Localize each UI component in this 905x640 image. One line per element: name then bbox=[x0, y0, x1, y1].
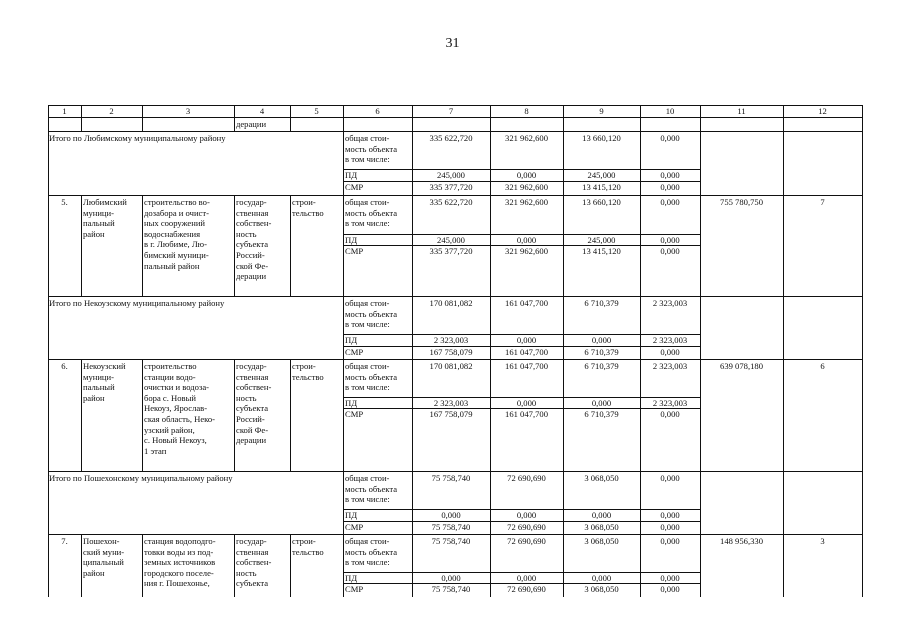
carry-column-rule bbox=[700, 117, 701, 131]
summary-smr-value: 0,000 bbox=[660, 347, 680, 357]
item-number: 7. bbox=[61, 536, 68, 546]
header-cell: 3 bbox=[185, 106, 191, 116]
header-cell: 12 bbox=[818, 106, 827, 116]
item-object: станция водоподго- товки воды из под- земных источников городского поселе- ния г. Пошехонье, bbox=[144, 536, 216, 589]
item-object: строительство станции водо- очистки и водоза- бора с. Новый Некоуз, Ярослав- ская область, Неко- узский район, с. Новый Некоуз, 1 этап bbox=[144, 361, 216, 456]
column-rule bbox=[490, 359, 491, 471]
summary-smr-value: 335 377,720 bbox=[429, 182, 473, 192]
column-rule bbox=[290, 359, 291, 471]
column-rule bbox=[412, 359, 413, 471]
column-rule bbox=[640, 534, 641, 597]
summary-pd-value: 0,000 bbox=[516, 170, 537, 180]
summary-total-value: 0,000 bbox=[660, 473, 680, 483]
item-total-value: 161 047,700 bbox=[505, 361, 548, 371]
summary-total-value: 13 660,120 bbox=[582, 133, 621, 143]
column-rule bbox=[862, 534, 863, 597]
column-rule bbox=[490, 131, 491, 195]
smr-label: СМР bbox=[345, 522, 364, 532]
summary-pd-value: 0,000 bbox=[516, 335, 537, 345]
header-cell: 1 bbox=[62, 106, 67, 116]
summary-total-value: 321 962,600 bbox=[505, 133, 548, 143]
item-total-value: 2 323,003 bbox=[652, 361, 688, 371]
column-rule bbox=[142, 359, 143, 471]
total-cost-label: общая стои- мость объекта в том числе: bbox=[345, 361, 398, 393]
summary-pd-value: 245,000 bbox=[587, 170, 616, 180]
summary-total-value: 335 622,720 bbox=[429, 133, 473, 143]
summary-smr-value: 72 690,690 bbox=[507, 522, 546, 532]
item-work-type: строи- тельство bbox=[292, 536, 324, 557]
item-total-value: 3 068,050 bbox=[584, 536, 619, 546]
item-pd-value: 0,000 bbox=[591, 398, 612, 408]
header-cell: 10 bbox=[665, 106, 675, 116]
header-bottom-rule bbox=[48, 117, 863, 118]
header-cell: 11 bbox=[737, 106, 746, 116]
block-rule bbox=[48, 359, 863, 360]
column-rule bbox=[412, 296, 413, 359]
smr-label: СМР bbox=[345, 182, 364, 192]
carry-column-rule bbox=[862, 117, 863, 131]
summary-smr-value: 0,000 bbox=[660, 182, 680, 192]
summary-total-value: 2 323,003 bbox=[652, 298, 688, 308]
summary-smr-value: 161 047,700 bbox=[505, 347, 548, 357]
summary-smr-value: 167 758,079 bbox=[429, 347, 473, 357]
block-rule bbox=[48, 534, 863, 535]
header-column-rule bbox=[862, 105, 863, 117]
item-district: Любимский муници- пальный район bbox=[83, 197, 127, 239]
district-total-label: Итого по Любимскому муниципальному району bbox=[49, 133, 226, 143]
column-rule bbox=[783, 359, 784, 471]
item-total-value: 13 660,120 bbox=[582, 197, 621, 207]
column-rule bbox=[343, 534, 344, 597]
column-rule bbox=[563, 359, 564, 471]
column-rule bbox=[563, 131, 564, 195]
header-cell: 5 bbox=[314, 106, 319, 116]
item-column-11-value: 755 780,750 bbox=[720, 197, 763, 207]
pd-label: ПД bbox=[345, 573, 358, 583]
item-column-12-value: 7 bbox=[820, 197, 825, 207]
column-rule bbox=[343, 471, 344, 534]
column-rule bbox=[783, 296, 784, 359]
column-rule bbox=[343, 131, 344, 195]
carry-column-rule bbox=[81, 117, 82, 131]
column-rule bbox=[700, 195, 701, 296]
summary-pd-value: 0,000 bbox=[441, 510, 461, 520]
summary-smr-value: 6 710,379 bbox=[584, 347, 619, 357]
item-ownership: государ- ственная собствен- ность субъекта bbox=[236, 536, 272, 589]
district-total-label: Итого по Некоузскому муниципальному району bbox=[49, 298, 225, 308]
summary-total-value: 170 081,082 bbox=[429, 298, 473, 308]
summary-pd-value: 0,000 bbox=[660, 510, 680, 520]
summary-total-value: 161 047,700 bbox=[505, 298, 548, 308]
column-rule bbox=[862, 471, 863, 534]
item-pd-value: 2 323,003 bbox=[652, 398, 688, 408]
column-rule bbox=[81, 534, 82, 597]
column-rule bbox=[81, 195, 82, 296]
column-rule bbox=[412, 471, 413, 534]
item-pd-value: 0,000 bbox=[516, 398, 537, 408]
item-pd-value: 0,000 bbox=[660, 573, 680, 583]
page-number: 31 bbox=[445, 36, 460, 51]
column-rule bbox=[234, 359, 235, 471]
item-smr-value: 75 758,740 bbox=[431, 584, 471, 594]
item-column-11-value: 148 956,330 bbox=[720, 536, 763, 546]
item-smr-value: 72 690,690 bbox=[507, 584, 546, 594]
column-rule bbox=[490, 471, 491, 534]
item-total-value: 335 622,720 bbox=[429, 197, 473, 207]
summary-smr-value: 3 068,050 bbox=[584, 522, 619, 532]
pd-label: ПД bbox=[345, 510, 358, 520]
item-number: 5. bbox=[61, 197, 68, 207]
summary-total-value: 75 758,740 bbox=[431, 473, 471, 483]
column-rule bbox=[48, 359, 49, 471]
item-smr-value: 13 415,120 bbox=[582, 246, 621, 256]
item-ownership: государ- ственная собствен- ность субъекта Россий- ской Фе- дерации bbox=[236, 361, 272, 446]
item-number: 6. bbox=[61, 361, 68, 371]
header-cell: 7 bbox=[448, 106, 454, 116]
column-rule bbox=[412, 534, 413, 597]
carry-column-rule bbox=[343, 117, 344, 131]
total-cost-label: общая стои- мость объекта в том числе: bbox=[345, 536, 398, 568]
carry-column-rule bbox=[234, 117, 235, 131]
total-cost-label: общая стои- мость объекта в том числе: bbox=[345, 133, 398, 165]
column-rule bbox=[783, 131, 784, 195]
column-rule bbox=[412, 195, 413, 296]
header-cell: 2 bbox=[109, 106, 114, 116]
summary-smr-value: 321 962,600 bbox=[505, 182, 548, 192]
column-rule bbox=[343, 296, 344, 359]
item-pd-value: 245,000 bbox=[587, 235, 616, 245]
carry-over-text: дерации bbox=[236, 119, 267, 129]
column-rule bbox=[862, 131, 863, 195]
header-cell: 6 bbox=[375, 106, 380, 116]
column-rule bbox=[640, 359, 641, 471]
summary-smr-value: 13 415,120 bbox=[582, 182, 621, 192]
item-column-11-value: 639 078,180 bbox=[720, 361, 763, 371]
item-district: Пошехон- ский муни- ципальный район bbox=[83, 536, 125, 578]
smr-label: СМР bbox=[345, 409, 364, 419]
column-rule bbox=[700, 471, 701, 534]
header-cell: 8 bbox=[524, 106, 529, 116]
item-total-value: 321 962,600 bbox=[505, 197, 548, 207]
item-smr-value: 6 710,379 bbox=[584, 409, 619, 419]
column-rule bbox=[412, 131, 413, 195]
pd-label: ПД bbox=[345, 235, 358, 245]
carry-column-rule bbox=[563, 117, 564, 131]
carry-row-rule bbox=[48, 131, 863, 132]
column-rule bbox=[142, 534, 143, 597]
summary-total-value: 72 690,690 bbox=[507, 473, 546, 483]
header-cell: 4 bbox=[259, 106, 265, 116]
column-rule bbox=[700, 296, 701, 359]
item-smr-value: 161 047,700 bbox=[505, 409, 548, 419]
carry-column-rule bbox=[490, 117, 491, 131]
carry-column-rule bbox=[412, 117, 413, 131]
column-rule bbox=[640, 195, 641, 296]
header-cell: 9 bbox=[599, 106, 604, 116]
column-rule bbox=[48, 195, 49, 296]
column-rule bbox=[490, 534, 491, 597]
district-total-label: Итого по Пошехонскому муниципальному району bbox=[49, 473, 233, 483]
carry-column-rule bbox=[48, 117, 49, 131]
block-rule bbox=[48, 195, 863, 196]
column-rule bbox=[783, 471, 784, 534]
item-ownership: государ- ственная собствен- ность субъекта Россий- ской Фе- дерации bbox=[236, 197, 272, 282]
carry-column-rule bbox=[783, 117, 784, 131]
column-rule bbox=[234, 534, 235, 597]
column-rule bbox=[48, 296, 49, 359]
summary-pd-value: 0,000 bbox=[516, 510, 537, 520]
item-total-value: 170 081,082 bbox=[429, 361, 473, 371]
column-rule bbox=[48, 131, 49, 195]
item-smr-value: 0,000 bbox=[660, 584, 680, 594]
item-smr-value: 335 377,720 bbox=[429, 246, 473, 256]
item-pd-value: 245,000 bbox=[437, 235, 465, 245]
column-rule bbox=[490, 296, 491, 359]
summary-total-value: 6 710,379 bbox=[584, 298, 619, 308]
summary-pd-value: 0,000 bbox=[660, 170, 680, 180]
column-rule bbox=[290, 534, 291, 597]
carry-column-rule bbox=[640, 117, 641, 131]
column-rule bbox=[862, 296, 863, 359]
smr-label: СМР bbox=[345, 347, 364, 357]
summary-total-value: 0,000 bbox=[660, 133, 680, 143]
column-rule bbox=[783, 195, 784, 296]
smr-label: СМР bbox=[345, 584, 364, 594]
column-rule bbox=[563, 471, 564, 534]
item-smr-value: 321 962,600 bbox=[505, 246, 548, 256]
summary-total-value: 3 068,050 bbox=[584, 473, 619, 483]
item-pd-value: 0,000 bbox=[516, 235, 537, 245]
item-pd-value: 0,000 bbox=[441, 573, 461, 583]
item-pd-value: 0,000 bbox=[591, 573, 612, 583]
summary-smr-value: 75 758,740 bbox=[431, 522, 471, 532]
column-rule bbox=[700, 131, 701, 195]
column-rule bbox=[700, 359, 701, 471]
item-total-value: 6 710,379 bbox=[584, 361, 619, 371]
item-pd-value: 0,000 bbox=[660, 235, 680, 245]
summary-pd-value: 2 323,003 bbox=[652, 335, 688, 345]
total-cost-label: общая стои- мость объекта в том числе: bbox=[345, 298, 398, 330]
item-district: Некоузский муници- пальный район bbox=[83, 361, 126, 403]
total-cost-label: общая стои- мость объекта в том числе: bbox=[345, 197, 398, 229]
carry-column-rule bbox=[142, 117, 143, 131]
column-rule bbox=[563, 296, 564, 359]
column-rule bbox=[234, 195, 235, 296]
item-smr-value: 3 068,050 bbox=[584, 584, 619, 594]
column-rule bbox=[640, 471, 641, 534]
column-rule bbox=[862, 359, 863, 471]
column-rule bbox=[563, 195, 564, 296]
item-total-value: 72 690,690 bbox=[507, 536, 546, 546]
item-smr-value: 167 758,079 bbox=[429, 409, 473, 419]
column-rule bbox=[640, 296, 641, 359]
column-rule bbox=[142, 195, 143, 296]
item-work-type: строи- тельство bbox=[292, 197, 324, 218]
summary-pd-value: 245,000 bbox=[437, 170, 465, 180]
column-rule bbox=[490, 195, 491, 296]
item-smr-value: 0,000 bbox=[660, 246, 680, 256]
column-rule bbox=[343, 359, 344, 471]
summary-pd-value: 0,000 bbox=[591, 335, 612, 345]
column-rule bbox=[290, 195, 291, 296]
summary-pd-value: 0,000 bbox=[591, 510, 612, 520]
item-smr-value: 0,000 bbox=[660, 409, 680, 419]
pd-label: ПД bbox=[345, 335, 358, 345]
column-rule bbox=[862, 195, 863, 296]
item-object: строительство во- дозабора и очист- ных сооружений водоснабжения в г. Любиме, Лю- бимский муници- пальный район bbox=[144, 197, 210, 271]
item-work-type: строи- тельство bbox=[292, 361, 324, 382]
item-pd-value: 0,000 bbox=[516, 573, 537, 583]
smr-label: СМР bbox=[345, 246, 364, 256]
pd-label: ПД bbox=[345, 398, 358, 408]
item-total-value: 75 758,740 bbox=[431, 536, 471, 546]
column-rule bbox=[81, 359, 82, 471]
column-rule bbox=[48, 471, 49, 534]
column-rule bbox=[640, 131, 641, 195]
carry-column-rule bbox=[290, 117, 291, 131]
pd-label: ПД bbox=[345, 170, 358, 180]
block-rule bbox=[48, 296, 863, 297]
block-rule bbox=[48, 471, 863, 472]
summary-smr-value: 0,000 bbox=[660, 522, 680, 532]
column-rule bbox=[563, 534, 564, 597]
item-total-value: 0,000 bbox=[660, 536, 680, 546]
item-column-12-value: 6 bbox=[820, 361, 825, 371]
item-pd-value: 2 323,003 bbox=[433, 398, 469, 408]
item-column-12-value: 3 bbox=[820, 536, 825, 546]
summary-pd-value: 2 323,003 bbox=[433, 335, 469, 345]
total-cost-label: общая стои- мость объекта в том числе: bbox=[345, 473, 398, 505]
item-total-value: 0,000 bbox=[660, 197, 680, 207]
column-rule bbox=[343, 195, 344, 296]
